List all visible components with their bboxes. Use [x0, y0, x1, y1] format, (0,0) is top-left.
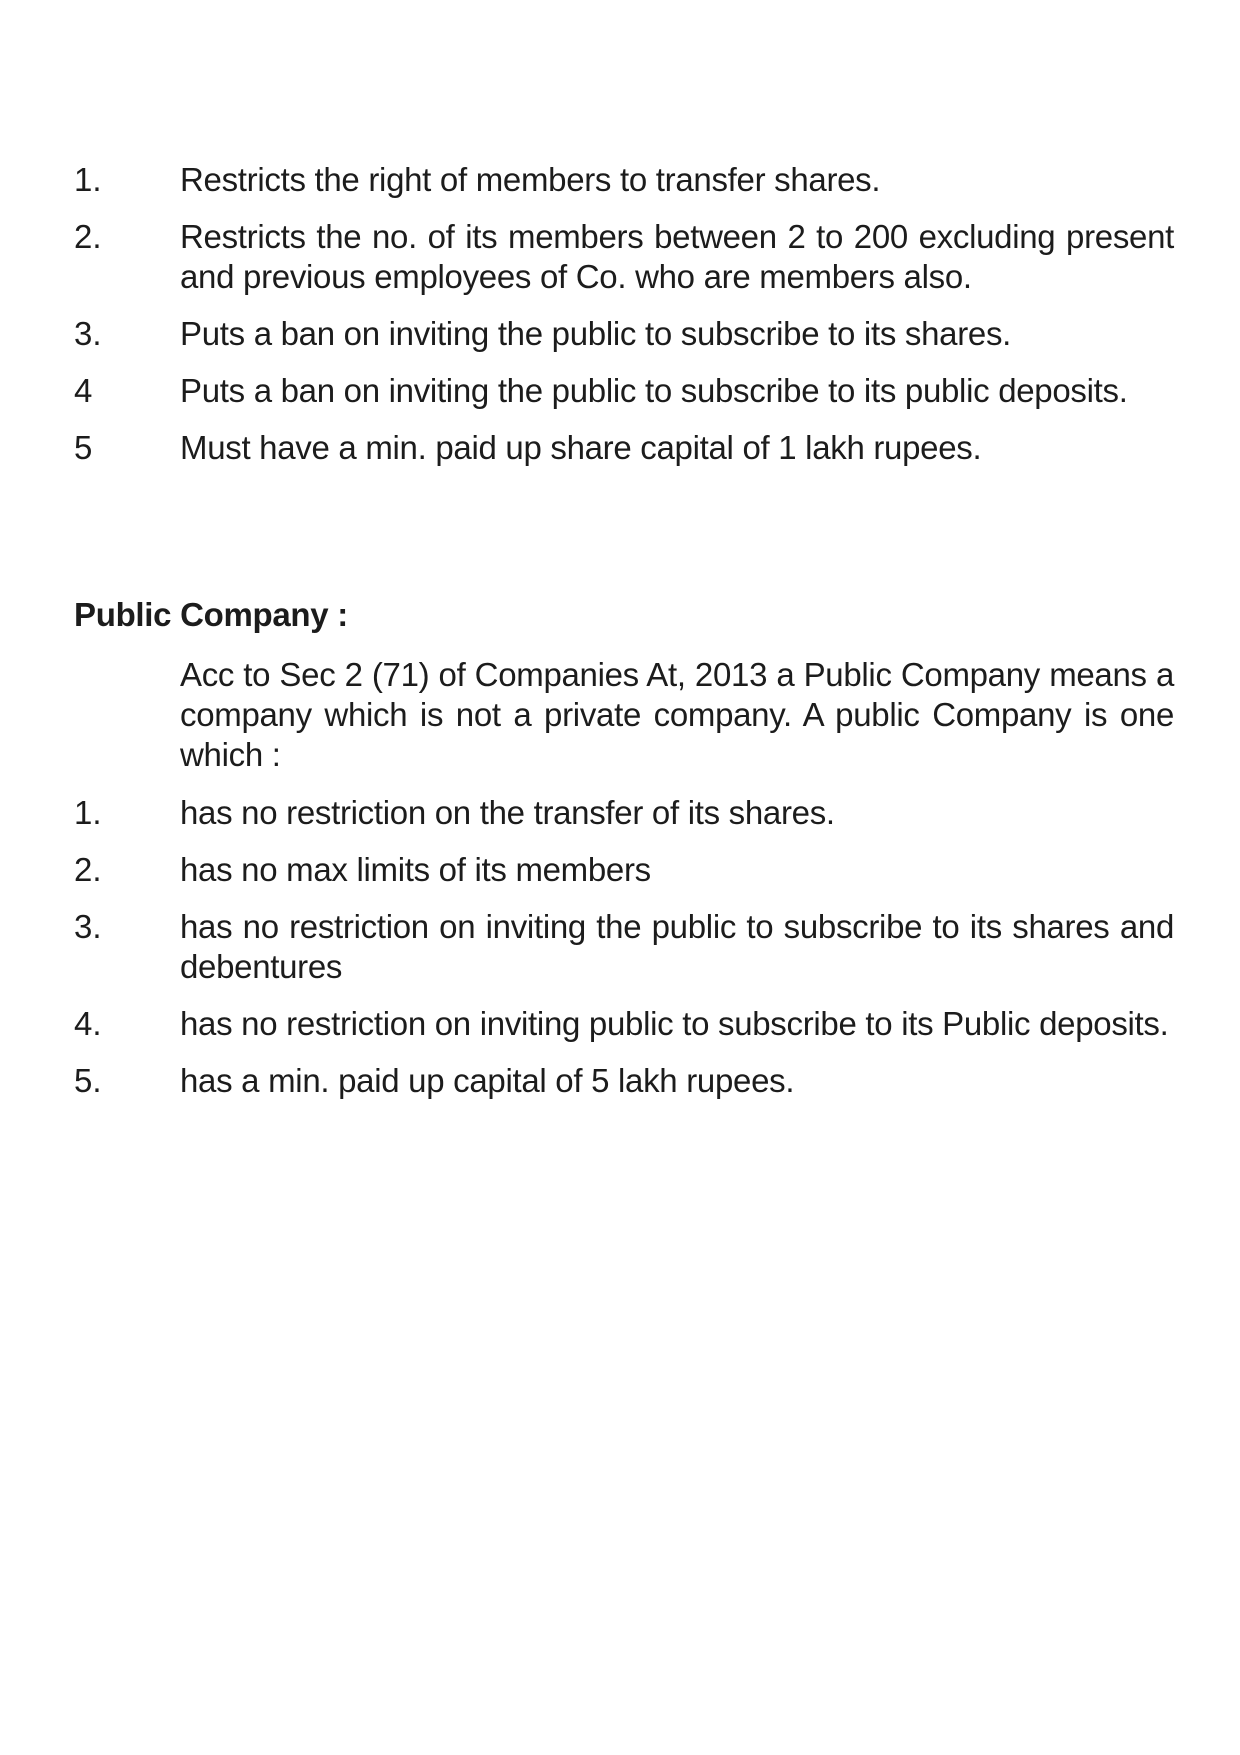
- item-text: Puts a ban on inviting the public to subscribe to its public deposits.: [180, 372, 1128, 409]
- list-item: [74, 314, 1174, 354]
- item-number: 4: [74, 372, 93, 409]
- item-number: 3.: [74, 315, 102, 352]
- list-item: [74, 371, 1174, 411]
- item-text: Must have a min. paid up share capital of 1 lakh rupees.: [180, 429, 982, 466]
- list-item: [74, 428, 1174, 468]
- list-item: [74, 160, 1174, 200]
- item-number: 4.: [74, 1005, 102, 1042]
- list-item: [74, 1004, 1174, 1044]
- list-item: [74, 217, 1174, 297]
- item-number: 5: [74, 429, 93, 466]
- item-text: has a min. paid up capital of 5 lakh rupees.: [180, 1062, 795, 1099]
- item-text: has no restriction on the transfer of its shares.: [180, 794, 835, 831]
- item-number: 2.: [74, 851, 102, 888]
- list-item: [74, 907, 1174, 987]
- list-item: [74, 1061, 1174, 1101]
- item-text: has no restriction on inviting public to subscribe to its Public deposits.: [180, 1005, 1169, 1042]
- item-text: Puts a ban on inviting the public to subscribe to its shares.: [180, 315, 1012, 352]
- private-company-features-list: [74, 160, 1174, 485]
- item-number: 5.: [74, 1062, 102, 1099]
- item-text: Restricts the no. of its members between 2 to 200 excluding present and previous employees of Co. who are members also.: [180, 218, 1174, 295]
- list-item: [74, 793, 1174, 833]
- item-number: 1.: [74, 794, 102, 831]
- section-intro-paragraph: Acc to Sec 2 (71) of Companies At, 2013 a Public Company means a company which is not a private company. A public Company is one which :: [180, 656, 1174, 773]
- list-item: [74, 850, 1174, 890]
- item-number: 1.: [74, 161, 102, 198]
- section-heading: Public Company :: [74, 596, 348, 633]
- item-text: has no restriction on inviting the public to subscribe to its shares and debentures: [180, 908, 1174, 985]
- item-number: 2.: [74, 218, 102, 255]
- item-number: 3.: [74, 908, 102, 945]
- item-text: has no max limits of its members: [180, 851, 651, 888]
- public-company-features-list: [74, 793, 1174, 1118]
- item-text: Restricts the right of members to transfer shares.: [180, 161, 881, 198]
